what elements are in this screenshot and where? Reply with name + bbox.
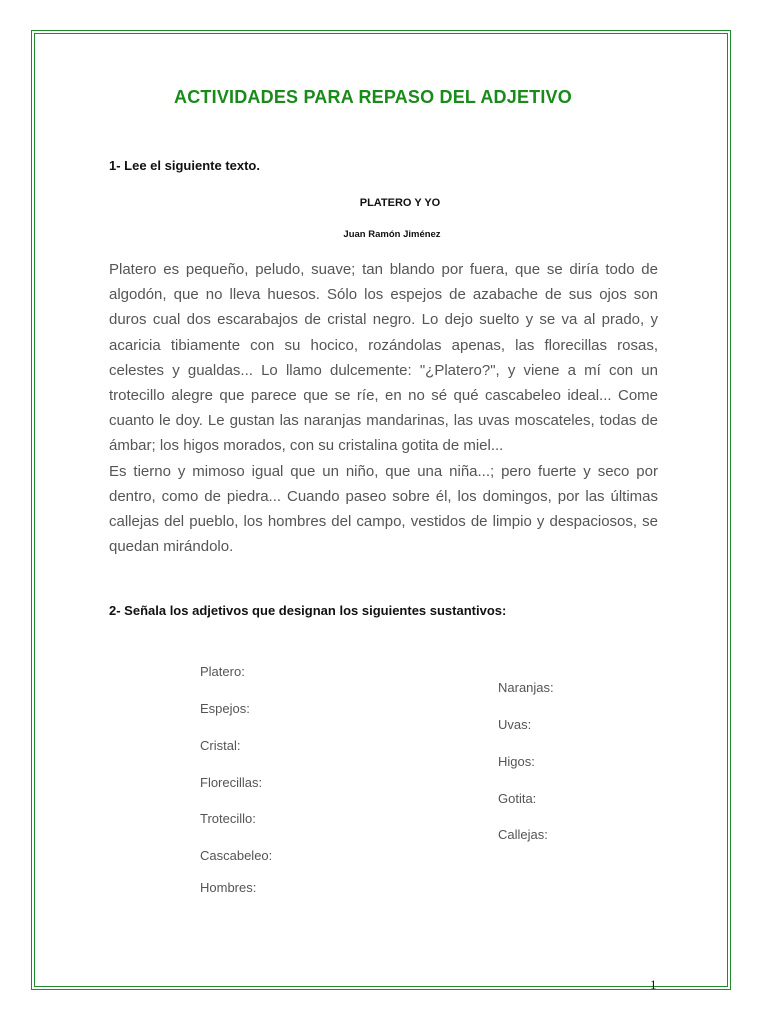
exercise-1-heading: 1- Lee el siguiente texto.: [109, 158, 260, 173]
story-title: PLATERO Y YO: [359, 197, 441, 209]
exercise-2-heading: 2- Señala los adjetivos que designan los siguientes sustantivos:: [109, 603, 507, 618]
noun-label-trotecillo: Trotecillo:: [200, 811, 256, 826]
noun-label-callejas: Callejas:: [498, 827, 548, 842]
noun-label-platero: Platero:: [200, 664, 245, 679]
page-number: 1: [650, 977, 657, 992]
noun-label-cascabeleo: Cascabeleo:: [200, 848, 273, 863]
noun-label-gotita: Gotita:: [498, 791, 537, 806]
noun-label-hombres: Hombres:: [200, 880, 257, 895]
story-author: Juan Ramón Jiménez: [343, 229, 441, 240]
noun-label-uvas: Uvas:: [498, 717, 532, 732]
noun-label-naranjas: Naranjas:: [498, 680, 554, 695]
story-text: [109, 257, 658, 559]
noun-label-cristal: Cristal:: [200, 738, 241, 753]
story-paragraph: Es tierno y mimoso igual que un niño, que una niña...; pero fuerte y seco por dentro, como de piedra... Cuando paseo sobre él, los domingos, por las últimas callejas del pueblo, los hombres del campo, vestidos de limpio y despaciosos, se quedan mirándolo.: [109, 462, 658, 556]
page-title: ACTIVIDADES PARA REPASO DEL ADJETIVO: [174, 87, 572, 107]
noun-label-florecillas: Florecillas:: [200, 775, 263, 790]
story-paragraph: Platero es pequeño, peludo, suave; tan blando por fuera, que se diría todo de algodón, que no lleva huesos. Sólo los espejos de azabache de sus ojos son duros cual dos escarabajos de cristal negro. Lo dejo suelto y se va al prado, y acaricia tibiamente con su hocico, rozándolas apenas, las florecillas rosas, celestes y gualdas... Lo llamo dulcemente: "¿Platero?", y viene a mí con un trotecillo alegre que parece que se ríe, en no sé qué cascabeleo ideal... Come cuanto le doy. Le gustan las naranjas mandarinas, las uvas moscateles, todas de ámbar; los higos morados, con su cristalina gotita de miel...: [109, 261, 658, 455]
noun-label-higos: Higos:: [498, 754, 535, 769]
noun-label-espejos: Espejos:: [200, 701, 250, 716]
